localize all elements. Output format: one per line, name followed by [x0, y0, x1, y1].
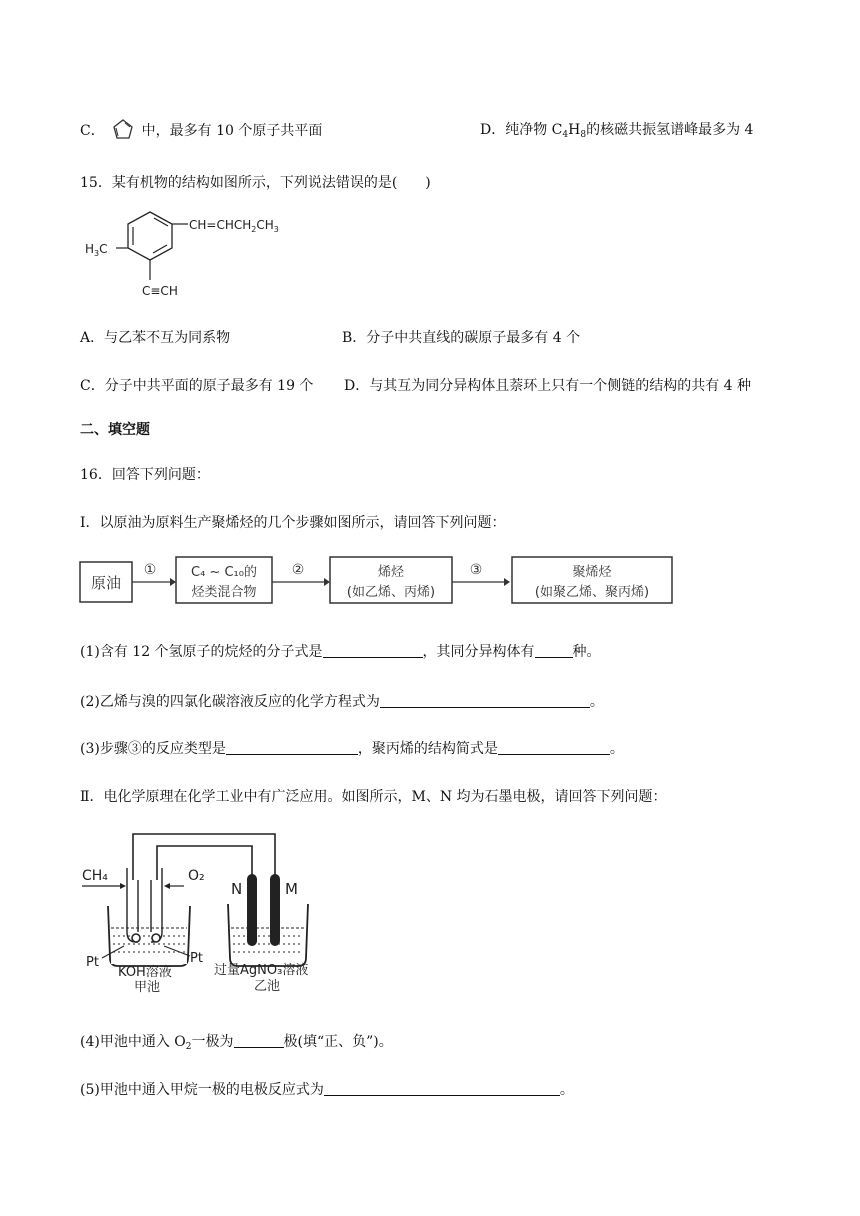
flow-step-3: ③: [469, 562, 483, 578]
q16-sub3-text-b: ，聚丙烯的结构简式是: [357, 741, 498, 757]
q14-option-c-text: 中，最多有 10 个原子共平面: [141, 123, 323, 139]
alkyne-label: C≡CH: [142, 284, 178, 298]
flow-step-2: ②: [291, 562, 305, 578]
q15-structure: [80, 198, 320, 308]
q14-option-d-sub8: 8: [580, 130, 587, 140]
m-electrode-label: M: [285, 880, 298, 898]
answer-blank-5[interactable]: [324, 1081, 560, 1096]
q16-sub4-sub: 2: [185, 1042, 192, 1052]
q16-sub3-text-a: (3)步骤③的反应类型是: [80, 741, 226, 757]
q16-sub2-text-b: 。: [589, 694, 604, 710]
yi-label: 乙池: [254, 979, 281, 994]
q15-option-d: D．与其互为同分异构体且萘环上只有一个侧链的结构的共有 4 种: [344, 378, 752, 394]
q16-sub4-text-b: 一极为: [191, 1034, 234, 1050]
section-title: 二、填空题: [80, 422, 150, 438]
q14-option-d-text: D．纯净物 C: [480, 122, 563, 138]
flow-box-crude: 原油: [90, 574, 122, 592]
q16-part2: Ⅱ．电化学原理在化学工业中有广泛应用。如图所示，M、N 均为石墨电极，请回答下列问题：: [80, 789, 667, 805]
q15-option-a: A．与乙苯不互为同系物: [80, 330, 231, 346]
q16-sub4-text-a: (4)甲池中通入 O: [80, 1034, 186, 1050]
svg-text:H3C: $H_3C$: [85, 242, 108, 258]
q16-sub3-text-c: 。: [609, 741, 624, 757]
o2-label: O₂: [188, 868, 205, 884]
q15-option-c: C．分子中共平面的原子最多有 19 个: [80, 378, 314, 394]
q16-sub1-text-b: ，其同分异构体有: [422, 644, 535, 660]
cyclopentadiene-icon: [111, 118, 135, 140]
q16-sub1-text-a: (1)含有 12 个氢原子的烷烃的分子式是: [80, 644, 323, 660]
q14-option-d-tail: 的核磁共振氢谱峰最多为 4: [586, 122, 754, 138]
answer-blank-2[interactable]: [380, 693, 590, 708]
q16-sub2: [80, 691, 604, 711]
q15-option-b: B．分子中共直线的碳原子最多有 4 个: [342, 330, 581, 346]
q16-sub4: [80, 1031, 393, 1052]
answer-blank-1b[interactable]: [535, 643, 573, 658]
q14-option-d: [480, 119, 753, 140]
koh-label: KOH溶液: [118, 965, 172, 980]
q14-option-c-label: C．: [80, 123, 105, 139]
q16-sub5-text-b: 。: [559, 1082, 574, 1098]
q16-sub3: [80, 738, 624, 758]
flow-box-alkenes-2: (如乙烯、丙烯): [346, 585, 436, 600]
q16-sub1: [80, 641, 601, 661]
q16-part1: Ⅰ．以原油为原料生产聚烯烃的几个步骤如图所示，请回答下列问题：: [80, 515, 506, 531]
q16-sub5-text-a: (5)甲池中通入甲烷一极的电极反应式为: [80, 1082, 324, 1098]
flow-box-hydrocarbons-1: C₄ ~ C₁₀的: [191, 565, 257, 580]
answer-blank-3a[interactable]: [226, 740, 358, 755]
q16-stem: 16．回答下列问题：: [80, 467, 210, 483]
agno3-label: 过量AgNO₃溶液: [214, 963, 309, 978]
flow-diagram: [78, 554, 678, 608]
methyl-label: H: [85, 242, 95, 256]
q16-sub5: [80, 1079, 574, 1099]
svg-text:CH=CHCH2CH3: $CH=CHCH_2CH_3$: [189, 218, 279, 234]
answer-blank-1a[interactable]: [323, 643, 423, 658]
pt-right-label: Pt: [190, 951, 203, 966]
q14-option-c: [80, 118, 322, 140]
q14-option-d-h: H: [568, 122, 581, 138]
jia-label: 甲池: [134, 980, 161, 995]
q15-stem: 15．某有机物的结构如图所示，下列说法错误的是( ): [80, 175, 431, 191]
side-chain-label: CH=CHCH: [189, 218, 252, 232]
q16-sub4-text-c: 极(填“正、负”)。: [283, 1034, 393, 1050]
flow-box-hydrocarbons-2: 烃类混合物: [191, 585, 257, 600]
q16-sub1-text-c: 种。: [572, 644, 601, 660]
n-electrode-label: N: [231, 880, 243, 898]
flow-box-alkenes-1: 烯烃: [377, 565, 405, 580]
flow-box-polyolefins-1: 聚烯烃: [572, 565, 612, 580]
flow-step-1: ①: [143, 562, 157, 578]
electrolytic-cell-diagram: [80, 828, 340, 996]
q16-sub2-text-a: (2)乙烯与溴的四氯化碳溶液反应的化学方程式为: [80, 694, 380, 710]
pt-left-label: Pt: [86, 955, 99, 970]
q14-option-d-sub: 4: [562, 130, 569, 140]
answer-blank-3b[interactable]: [498, 740, 610, 755]
flow-box-polyolefins-2: (如聚乙烯、聚丙烯): [534, 585, 650, 600]
answer-blank-4[interactable]: [234, 1033, 284, 1048]
ch4-label: CH₄: [82, 868, 108, 884]
